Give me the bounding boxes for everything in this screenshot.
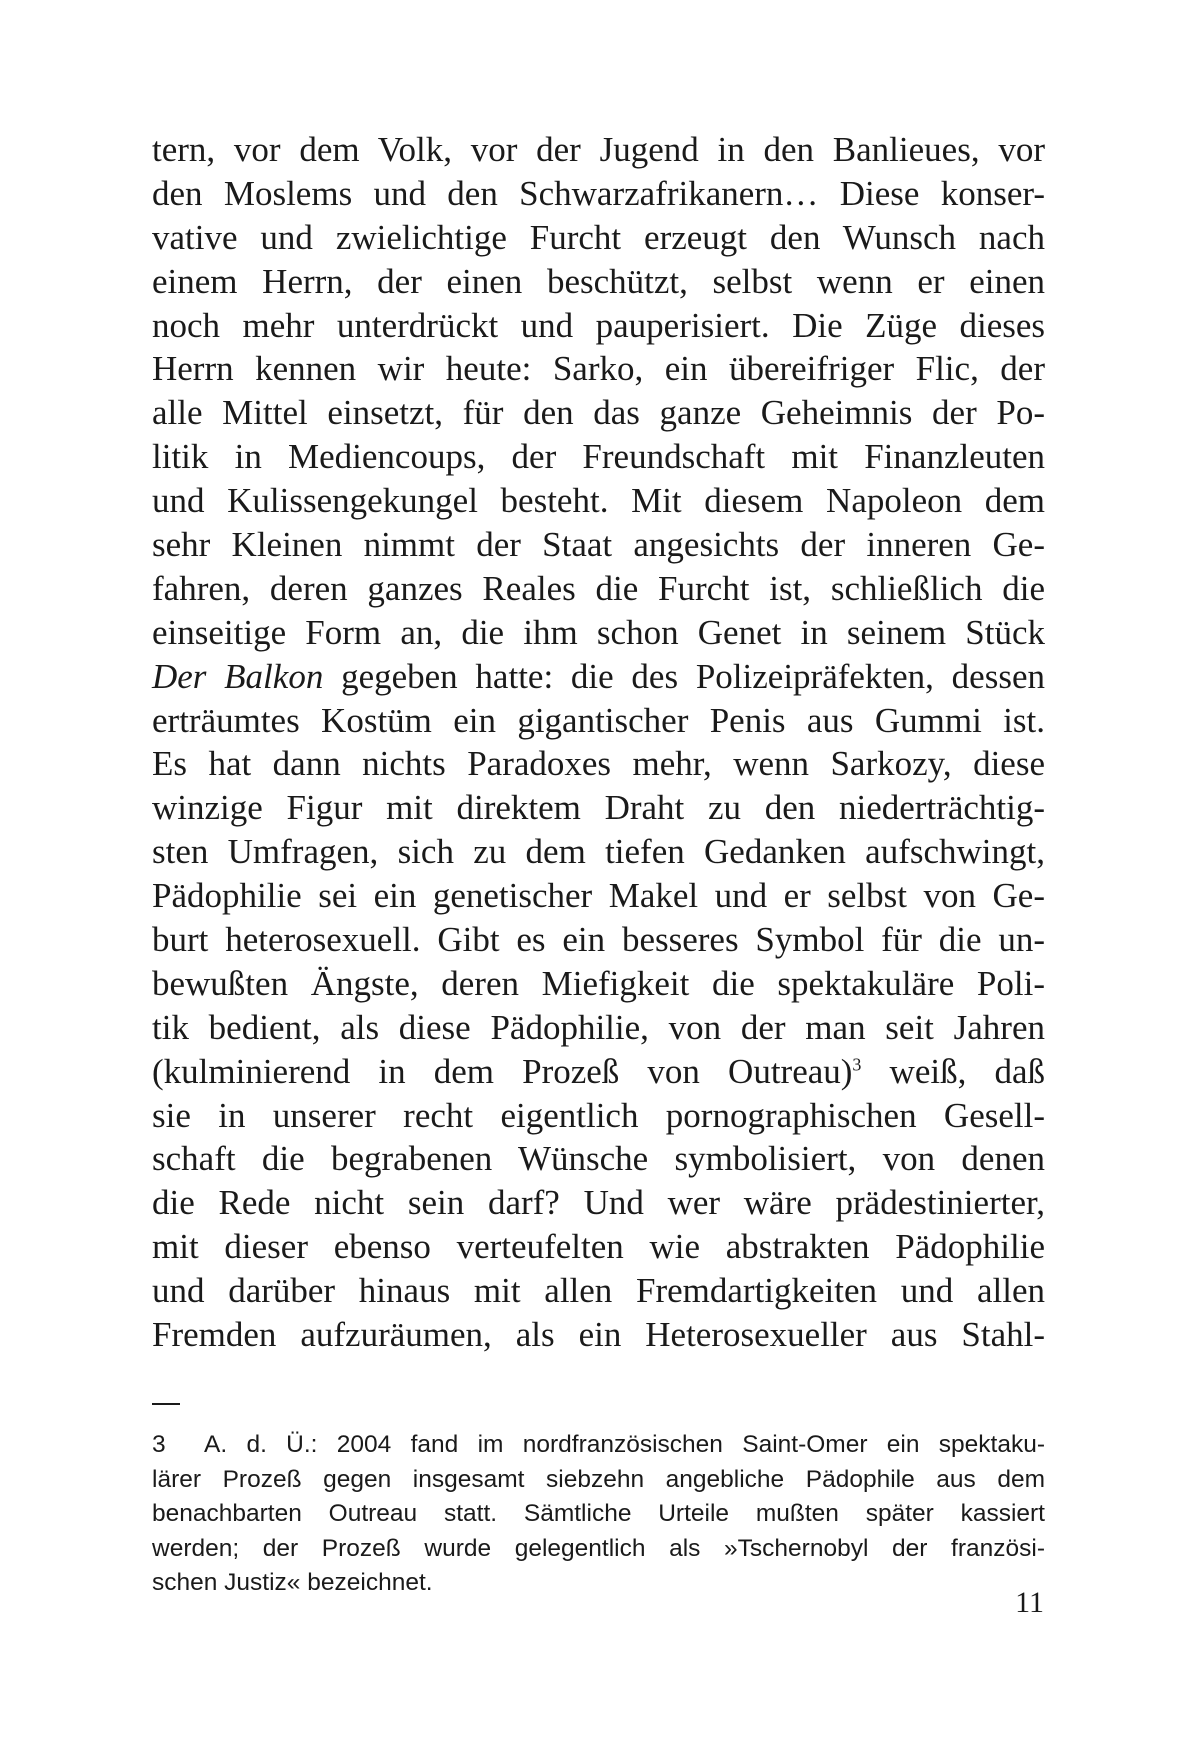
text-line: und darüber hinaus mit allen Fremdartigkeiten und allen (152, 1271, 1045, 1311)
text-line: Pädophilie sei ein genetischer Makel und er selbst von Ge- (152, 876, 1045, 916)
text-line: sehr Kleinen nimmt der Staat angesichts der inneren Ge- (152, 525, 1045, 565)
footnote-number: 3 (152, 1431, 166, 1458)
footnote (152, 1428, 1045, 1601)
text-line: mit dieser ebenso verteufelten wie abstrakten Pädophilie (152, 1227, 1045, 1267)
text-line: sten Umfragen, sich zu dem tiefen Gedanken aufschwingt, (152, 832, 1045, 872)
text-line: bewußten Ängste, deren Miefigkeit die spektakuläre Poli- (152, 963, 1045, 1003)
text-line: fahren, deren ganzes Reales die Furcht ist, schließlich die (152, 568, 1045, 608)
text-segment: gegeben hatte: die des Polizeipräfekten, dessen (323, 656, 1045, 696)
footnote-divider (152, 1403, 180, 1405)
text-line: noch mehr unterdrückt und pauperisiert. Die Züge dieses (152, 305, 1045, 345)
footnote-reference[interactable]: 3 (852, 1054, 862, 1075)
text-line (152, 655, 1045, 699)
text-line: und Kulissengekungel besteht. Mit diesem Napoleon dem (152, 481, 1045, 521)
text-line: einem Herrn, der einen beschützt, selbst wenn er einen (152, 261, 1045, 301)
text-segment: (kulminierend in dem Prozeß von Outreau) (152, 1051, 853, 1091)
footnote-line: lärer Prozeß gegen insgesamt siebzehn angebliche Pädophile aus dem (152, 1465, 1045, 1493)
text-line: einseitige Form an, die ihm schon Genet in seinem Stück (152, 612, 1045, 652)
text-line: tik bedient, als diese Pädophilie, von der man seit Jahren (152, 1007, 1045, 1047)
text-line: erträumtes Kostüm ein gigantischer Penis aus Gummi ist. (152, 700, 1045, 740)
text-segment: weiß, daß (861, 1051, 1045, 1091)
text-line: schaft die begrabenen Wünsche symbolisiert, von denen (152, 1139, 1045, 1179)
footnote-line: werden; der Prozeß wurde gelegentlich als »Tschernobyl der französi- (152, 1534, 1045, 1562)
text-line: Herrn kennen wir heute: Sarko, ein übereifriger Flic, der (152, 349, 1045, 389)
text-line: sie in unserer recht eigentlich pornographischen Gesell- (152, 1095, 1045, 1135)
footnote-line: benachbarten Outreau statt. Sämtliche Urteile mußten später kassiert (152, 1500, 1045, 1528)
play-title: Der Balkon (152, 656, 324, 696)
text-line: burt heterosexuell. Gibt es ein besseres Symbol für die un- (152, 920, 1045, 960)
text-line: tern, vor dem Volk, vor der Jugend in den Banlieues, vor (152, 130, 1045, 169)
text-line: litik in Mediencoups, der Freundschaft mit Finanzleuten (152, 437, 1045, 477)
text-line: vative und zwielichtige Furcht erzeugt den Wunsch nach (152, 217, 1045, 257)
text-line: winzige Figur mit direktem Draht zu den niederträchtig- (152, 788, 1045, 828)
text-line (152, 1050, 1045, 1094)
footnote-line (152, 1428, 1045, 1463)
text-line: Fremden aufzuräumen, als ein Heterosexueller aus Stahl- (152, 1315, 1045, 1355)
text-line: die Rede nicht sein darf? Und wer wäre prädestinierter, (152, 1183, 1045, 1223)
page-number: 11 (1015, 1586, 1044, 1619)
text-line: alle Mittel einsetzt, für den das ganze Geheimnis der Po- (152, 393, 1045, 433)
footnote-line: schen Justiz« bezeichnet. (152, 1569, 433, 1597)
text-line: Es hat dann nichts Paradoxes mehr, wenn Sarkozy, diese (152, 744, 1045, 784)
text-line: den Moslems und den Schwarzafrikanern… Diese konser- (152, 173, 1045, 213)
body-text (152, 128, 1045, 1357)
footnote-text: A. d. Ü.: 2004 fand im nordfranzösischen Saint-Omer ein spektaku- (204, 1431, 1045, 1458)
